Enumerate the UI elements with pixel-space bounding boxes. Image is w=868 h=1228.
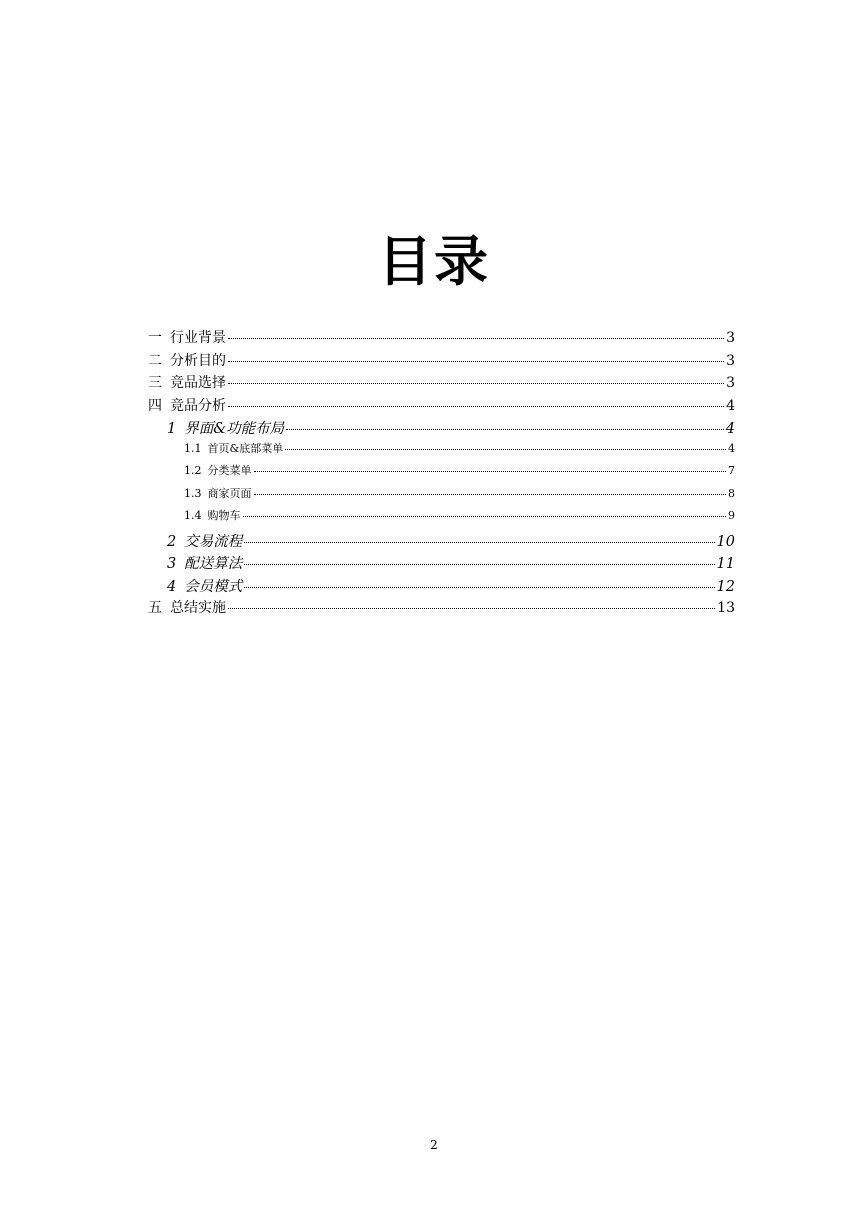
toc-entry-industry-background[interactable] <box>148 327 735 350</box>
toc-entry-page: 12 <box>716 578 735 595</box>
toc-leader-dots <box>228 406 724 407</box>
toc-leader-dots <box>254 494 727 495</box>
toc-entry-page: 8 <box>728 486 735 500</box>
toc-entry-label: 会员模式 <box>184 578 243 595</box>
toc-entry-number: 五 <box>148 600 162 616</box>
toc-entry-label: 竞品分析 <box>170 397 226 414</box>
toc-leader-dots <box>228 383 724 384</box>
toc-leader-dots <box>254 471 727 472</box>
toc-entry-label: 竞品选择 <box>170 375 226 391</box>
toc-entry-label: 购物车 <box>207 509 241 522</box>
toc-leader-dots <box>286 429 724 430</box>
toc-entry-page: 4 <box>726 397 735 414</box>
toc-entry-page: 11 <box>716 556 735 572</box>
toc-entry-number: 1.2 <box>184 464 202 477</box>
toc-entry-page: 4 <box>728 441 735 455</box>
toc-entry-number: 一 <box>148 330 162 346</box>
toc-entry-label: 分类菜单 <box>207 464 252 477</box>
toc-entry-page: 13 <box>717 600 735 616</box>
toc-entry-home-bottom-menu[interactable] <box>148 440 735 463</box>
toc-leader-dots <box>243 516 727 517</box>
toc-entry-page: 7 <box>728 464 735 477</box>
toc-entry-label: 分析目的 <box>170 352 226 369</box>
toc-leader-dots <box>244 587 714 588</box>
toc-entry-competitor-analysis[interactable] <box>148 395 735 418</box>
toc-entry-page: 3 <box>726 330 735 346</box>
toc-leader-dots <box>285 449 726 450</box>
toc-entry-shopping-cart[interactable] <box>148 507 735 530</box>
page-number: 2 <box>430 1138 438 1152</box>
toc-leader-dots <box>228 361 724 362</box>
toc-entry-page: 9 <box>728 509 735 522</box>
page-title: 目录 <box>378 230 490 293</box>
toc-entry-label: 商家页面 <box>207 486 252 500</box>
toc-entry-number: 三 <box>148 375 162 391</box>
toc-entry-number: 2 <box>167 533 177 550</box>
toc-entry-transaction-flow[interactable] <box>148 530 735 553</box>
toc-entry-category-menu[interactable] <box>148 462 735 485</box>
toc-leader-dots <box>228 338 724 339</box>
toc-entry-label: 总结实施 <box>170 600 226 616</box>
toc-entry-page: 3 <box>726 352 735 369</box>
toc-entry-label: 配送算法 <box>184 556 243 572</box>
toc-entry-number: 1.4 <box>184 509 202 522</box>
toc-leader-dots <box>244 542 714 543</box>
toc-entry-number: 4 <box>167 578 177 595</box>
toc-entry-number: 1 <box>167 421 177 437</box>
toc-entry-summary-implementation[interactable] <box>148 597 735 620</box>
toc-entry-number: 四 <box>148 397 162 414</box>
toc-entry-page: 10 <box>716 533 735 550</box>
toc-entry-number: 1.1 <box>184 441 202 455</box>
toc-entry-page: 4 <box>725 421 735 437</box>
toc-leader-dots <box>228 608 715 609</box>
toc-entry-page: 3 <box>726 375 735 391</box>
toc-entry-number: 1.3 <box>184 486 202 500</box>
toc-entry-label: 行业背景 <box>170 330 226 346</box>
toc-entry-number: 3 <box>167 556 177 572</box>
toc-entry-competitor-selection[interactable] <box>148 372 735 395</box>
toc-entry-delivery-algorithm[interactable] <box>148 552 735 575</box>
toc-entry-analysis-purpose[interactable] <box>148 350 735 373</box>
toc-entry-interface-layout[interactable] <box>148 417 735 440</box>
toc-entry-label: 界面&功能布局 <box>184 421 285 437</box>
toc-entry-label: 首页&底部菜单 <box>207 441 284 455</box>
toc-entry-membership-model[interactable] <box>148 575 735 598</box>
toc-entry-number: 二 <box>148 352 162 369</box>
toc-entry-label: 交易流程 <box>184 533 243 550</box>
toc-entry-merchant-page[interactable] <box>148 485 735 508</box>
table-of-contents <box>148 327 735 620</box>
toc-leader-dots <box>244 564 714 565</box>
